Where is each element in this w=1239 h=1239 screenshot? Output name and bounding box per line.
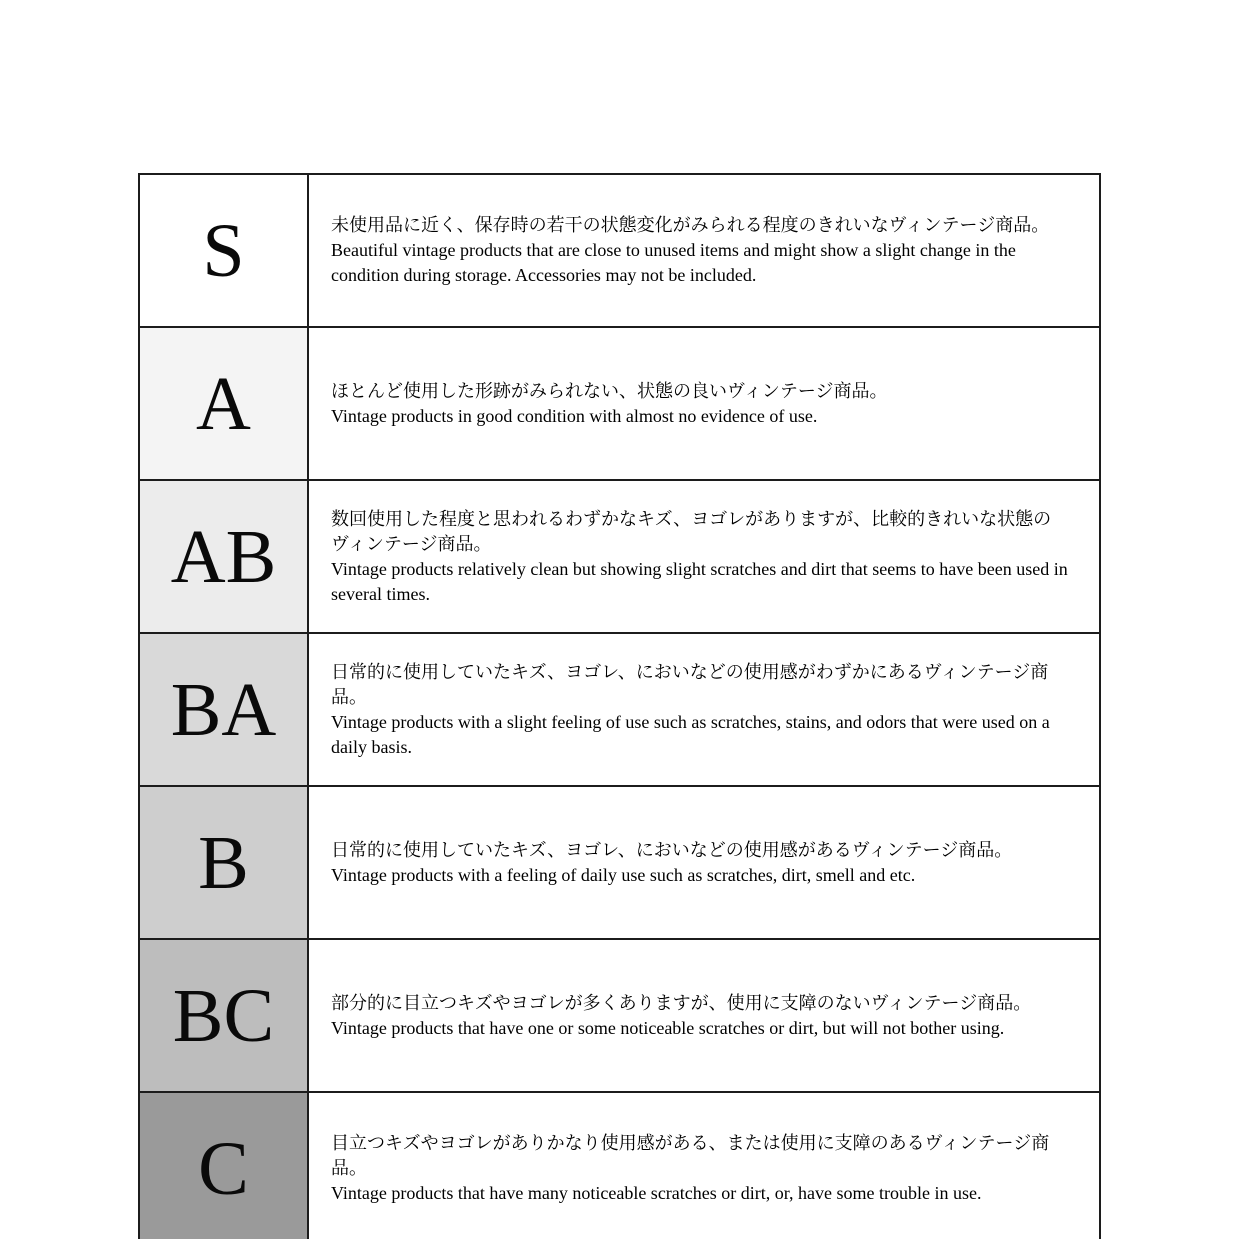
table-row (139, 939, 1100, 1092)
description-cell (308, 633, 1100, 786)
table-row (139, 174, 1100, 327)
description-cell (308, 1092, 1100, 1239)
description-cell (308, 174, 1100, 327)
description-cell (308, 327, 1100, 480)
description-cell (308, 786, 1100, 939)
grade-cell-b: B (139, 786, 308, 939)
table-row (139, 633, 1100, 786)
description-english: Vintage products that have many noticeable scratches or dirt, or, have some trouble in use. (331, 1183, 982, 1203)
description-japanese: 日常的に使用していたキズ、ヨゴレ、においなどの使用感があるヴィンテージ商品。 (331, 839, 1013, 860)
grade-cell-ab: AB (139, 480, 308, 633)
description-english: Beautiful vintage products that are close to unused items and might show a slight change in the condition during storage. Accessories may not be included. (331, 240, 1016, 285)
description-japanese: 目立つキズやヨゴレがありかなり使用感がある、または使用に支障のあるヴィンテージ商品。 (331, 1133, 1050, 1178)
description-japanese: ほとんど使用した形跡がみられない、状態の良いヴィンテージ商品。 (331, 380, 888, 401)
description-japanese: 日常的に使用していたキズ、ヨゴレ、においなどの使用感がわずかにあるヴィンテージ商品。 (331, 661, 1049, 707)
description-english: Vintage products with a slight feeling of use such as scratches, stains, and odors that were used on a daily basis. (331, 711, 1050, 757)
description-english: Vintage products with a feeling of daily use such as scratches, dirt, smell and etc. (331, 864, 916, 885)
description-cell (308, 480, 1100, 633)
grade-cell-s: S (139, 174, 308, 327)
grade-cell-c: C (139, 1092, 308, 1239)
table-row (139, 1092, 1100, 1239)
description-english: Vintage products relatively clean but showing slight scratches and dirt that seems to have been used in several times. (331, 558, 1068, 604)
table-row (139, 786, 1100, 939)
table-row (139, 327, 1100, 480)
grade-cell-bc: BC (139, 939, 308, 1092)
condition-grade-table (138, 173, 1101, 1239)
description-japanese: 未使用品に近く、保存時の若干の状態変化がみられる程度のきれいなヴィンテージ商品。 (331, 215, 1050, 235)
description-english: Vintage products that have one or some noticeable scratches or dirt, but will not bother using. (331, 1017, 1005, 1038)
table-row (139, 480, 1100, 633)
description-japanese: 部分的に目立つキズやヨゴレが多くありますが、使用に支障のないヴィンテージ商品。 (331, 992, 1032, 1013)
description-japanese: 数回使用した程度と思われるわずかなキズ、ヨゴレがありますが、比較的きれいな状態のヴィンテージ商品。 (331, 508, 1052, 554)
description-english: Vintage products in good condition with almost no evidence of use. (331, 405, 818, 426)
grade-cell-ba: BA (139, 633, 308, 786)
description-cell (308, 939, 1100, 1092)
grade-cell-a: A (139, 327, 308, 480)
